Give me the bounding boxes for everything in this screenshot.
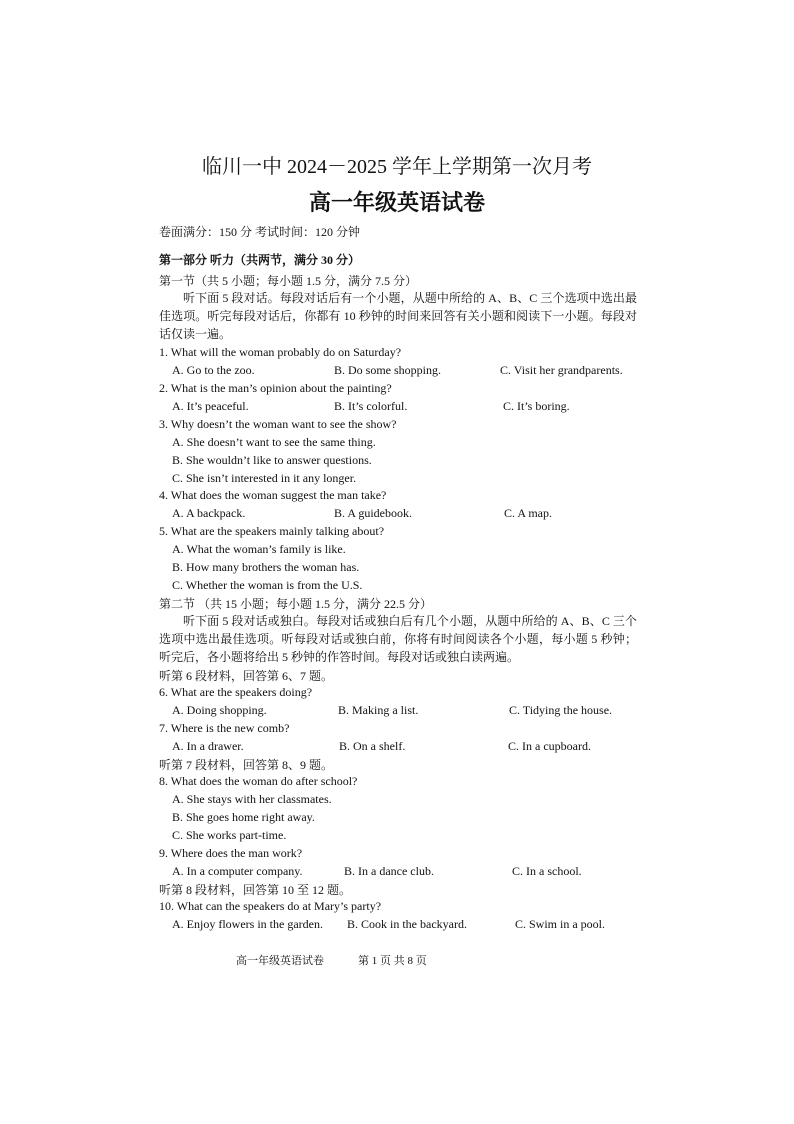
question-1: 1. What will the woman probably do on Saturday? bbox=[159, 345, 402, 359]
question-10: 10. What can the speakers do at Mary’s party? bbox=[159, 899, 382, 913]
option-8b: B. She goes home right away. bbox=[172, 810, 315, 824]
option-7c: C. In a cupboard. bbox=[508, 739, 591, 753]
option-9a: A. In a computer company. bbox=[172, 864, 303, 878]
option-10c: C. Swim in a pool. bbox=[515, 917, 606, 931]
option-8a: A. She stays with her classmates. bbox=[172, 792, 332, 806]
section-heading: 第一节（共 5 小题；每小题 1.5 分，满分 7.5 分） bbox=[159, 274, 418, 288]
material-note: 听第 6 段材料，回答第 6、7 题。 bbox=[159, 669, 334, 683]
question-6: 6. What are the speakers doing? bbox=[159, 685, 313, 699]
option-1b: B. Do some shopping. bbox=[334, 363, 442, 377]
page-number: 第 1 页 共 8 页 bbox=[358, 955, 427, 967]
option-2c: C. It’s boring. bbox=[503, 399, 570, 413]
material-note: 听第 8 段材料，回答第 10 至 12 题。 bbox=[159, 883, 352, 897]
option-2b: B. It’s colorful. bbox=[334, 399, 408, 413]
option-7a: A. In a drawer. bbox=[172, 739, 244, 753]
option-5c: C. Whether the woman is from the U.S. bbox=[172, 578, 363, 592]
option-10a: A. Enjoy flowers in the garden. bbox=[172, 917, 323, 931]
question-2: 2. What is the man’s opinion about the painting? bbox=[159, 381, 392, 395]
part-heading: 第一部分 听力（共两节，满分 30 分） bbox=[159, 253, 361, 267]
exam-subtitle: 高一年级英语试卷 bbox=[308, 190, 485, 215]
option-3a: A. She doesn’t want to see the same thing. bbox=[172, 435, 376, 449]
option-4b: B. A guidebook. bbox=[334, 506, 413, 520]
section-instructions: 听下面 5 段对话或独白。每段对话或独白后有几个小题，从题中所给的 A、B、C 三个选项中选出最佳选项。听每段对话或独白前，你将有时间阅读各个小题，每小题 5 秒钟；听完后，各小题将给出 5 秒钟的作答时间。每段对话或独白读两遍。 bbox=[159, 614, 637, 664]
section-heading: 第二节 （共 15 小题；每小题 1.5 分，满分 22.5 分） bbox=[159, 597, 433, 611]
question-7: 7. Where is the new comb? bbox=[159, 721, 290, 735]
question-8: 8. What does the woman do after school? bbox=[159, 774, 358, 788]
section-instructions: 听下面 5 段对话。每段对话后有一个小题，从题中所给的 A、B、C 三个选项中选出最佳选项。听完每段对话后，你都有 10 秒钟的时间来回答有关小题和阅读下一小题。每段对话仅读一遍。 bbox=[159, 291, 637, 341]
option-4c: C. A map. bbox=[504, 506, 553, 520]
option-1c: C. Visit her grandparents. bbox=[500, 363, 623, 377]
footer-title: 高一年级英语试卷 bbox=[236, 955, 324, 967]
exam-meta: 卷面满分：150 分 考试时间：120 分钟 bbox=[159, 225, 361, 239]
material-note: 听第 7 段材料，回答第 8、9 题。 bbox=[159, 758, 334, 772]
option-6b: B. Making a list. bbox=[338, 703, 419, 717]
option-9c: C. In a school. bbox=[512, 864, 582, 878]
question-5: 5. What are the speakers mainly talking about? bbox=[159, 524, 385, 538]
option-3b: B. She wouldn’t like to answer questions. bbox=[172, 453, 372, 467]
exam-title: 临川一中 2024－2025 学年上学期第一次月考 bbox=[202, 156, 592, 178]
option-1a: A. Go to the zoo. bbox=[172, 363, 255, 377]
option-7b: B. On a shelf. bbox=[339, 739, 406, 753]
question-3: 3. Why doesn’t the woman want to see the show? bbox=[159, 417, 397, 431]
option-9b: B. In a dance club. bbox=[344, 864, 434, 878]
option-4a: A. A backpack. bbox=[172, 506, 246, 520]
option-8c: C. She works part-time. bbox=[172, 828, 287, 842]
option-3c: C. She isn’t interested in it any longer. bbox=[172, 471, 357, 485]
option-6a: A. Doing shopping. bbox=[172, 703, 267, 717]
option-6c: C. Tidying the house. bbox=[509, 703, 613, 717]
option-5a: A. What the woman’s family is like. bbox=[172, 542, 346, 556]
option-2a: A. It’s peaceful. bbox=[172, 399, 249, 413]
question-4: 4. What does the woman suggest the man take? bbox=[159, 488, 387, 502]
question-9: 9. Where does the man work? bbox=[159, 846, 303, 860]
option-5b: B. How many brothers the woman has. bbox=[172, 560, 360, 574]
option-10b: B. Cook in the backyard. bbox=[347, 917, 467, 931]
